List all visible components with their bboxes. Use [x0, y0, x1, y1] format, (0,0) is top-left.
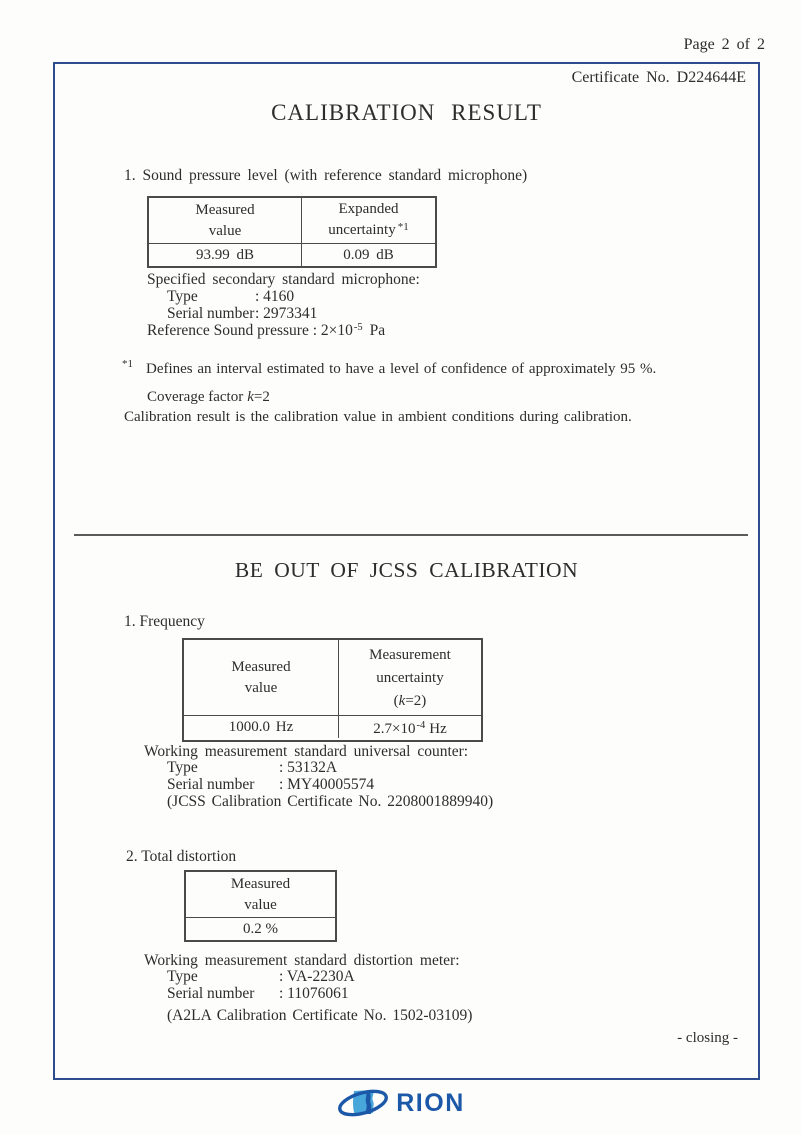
meter-serial-row	[167, 986, 355, 1002]
measured-header-line1: Measured	[195, 201, 255, 218]
frequency-measured-value-cell: 1000.0 Hz	[184, 716, 339, 738]
measurement-uncertainty-header-cell	[339, 640, 481, 715]
coverage-factor-line	[147, 389, 270, 406]
measurement-uncertainty-line3	[339, 690, 481, 713]
measurement-uncertainty-line2: uncertainty	[376, 670, 444, 686]
sound-pressure-table-header-row	[149, 198, 435, 243]
calibration-result-title: CALIBRATION RESULT	[271, 100, 542, 125]
distortion-table-header-row	[186, 872, 335, 917]
sound-pressure-table	[147, 196, 437, 268]
reference-pressure-exponent: -5	[353, 322, 363, 333]
type-label: Type	[167, 968, 198, 985]
counter-type-row	[167, 760, 374, 776]
rion-logo-text: RION	[396, 1088, 465, 1117]
distortion-table-value-row	[186, 917, 335, 940]
frequency-uncertainty-base: 2.7×10	[373, 721, 416, 737]
microphone-serial-row	[167, 306, 317, 322]
uncertainty-header-word: uncertainty	[328, 222, 396, 238]
coverage-factor-k: k	[247, 389, 254, 405]
certificate-frame	[53, 62, 760, 1080]
frequency-table	[182, 638, 483, 742]
section-divider-line	[74, 534, 748, 536]
frequency-table-header-row	[184, 640, 481, 715]
counter-spec-rows	[167, 760, 374, 793]
reference-sound-pressure-line	[147, 322, 385, 340]
serial-number-value: : 2973341	[255, 304, 318, 322]
reference-sound-pressure-label: Reference Sound pressure :	[147, 322, 321, 339]
counter-serial-row	[167, 777, 374, 793]
footnote-marker: *1	[122, 358, 133, 370]
serial-number-value: : MY40005574	[279, 775, 375, 793]
distortion-measured-header-cell	[186, 872, 335, 917]
reference-pressure-base: 2×10	[320, 322, 353, 339]
a2la-certificate-note: (A2LA Calibration Certificate No. 1502-03109)	[167, 1007, 473, 1024]
distortion-meter-spec-rows	[167, 969, 355, 1002]
type-label: Type	[167, 759, 198, 776]
frequency-measured-header-line1: Measured	[231, 658, 291, 675]
frequency-heading: 1. Frequency	[124, 613, 205, 630]
uncertainty-value-cell: 0.09 dB	[343, 247, 394, 263]
page-number: Page 2 of 2	[683, 36, 765, 53]
certificate-number: Certificate No. D224644E	[571, 69, 746, 86]
sound-pressure-table-value-row	[149, 243, 435, 266]
uncertainty-header-line2	[302, 220, 435, 242]
coverage-factor-value: =2	[253, 389, 270, 405]
distortion-measured-value-cell: 0.2 %	[243, 921, 278, 937]
k-close-paren: =2)	[405, 693, 427, 709]
type-value: : 53132A	[279, 759, 338, 776]
serial-number-value: : 11076061	[279, 984, 349, 1002]
expanded-uncertainty-header-cell	[302, 198, 435, 243]
serial-number-label: Serial number	[167, 984, 255, 1002]
uncertainty-k: k	[398, 693, 406, 709]
footnote-text: Defines an interval estimated to have a level of confidence of approximately 95 %.	[146, 361, 657, 377]
type-value: : VA-2230A	[279, 968, 355, 985]
measured-header-line2: value	[208, 222, 242, 239]
frequency-uncertainty-exponent: -4	[416, 720, 426, 731]
rion-logo	[0, 1084, 802, 1122]
distortion-measured-header-line1: Measured	[230, 875, 291, 892]
total-distortion-heading: 2. Total distortion	[126, 848, 237, 865]
distortion-meter-spec-intro: Working measurement standard distortion meter:	[144, 952, 460, 969]
microphone-type-row	[167, 289, 317, 305]
microphone-spec-rows	[167, 289, 317, 322]
reference-pressure-unit: Pa	[369, 322, 386, 339]
jcss-section-title: BE OUT OF JCSS CALIBRATION	[234, 558, 579, 582]
sound-pressure-heading: 1. Sound pressure level (with reference standard microphone)	[124, 167, 528, 184]
type-label: Type	[167, 288, 198, 305]
closing-label: - closing -	[677, 1030, 738, 1046]
footnote-reference-mark: *1	[397, 221, 409, 233]
measurement-uncertainty-line1: Measurement	[369, 647, 451, 663]
jcss-certificate-note: (JCSS Calibration Certificate No. 2208001889940)	[167, 793, 494, 810]
distortion-table	[184, 870, 337, 942]
type-value: : 4160	[255, 288, 295, 305]
uncertainty-header-line1: Expanded	[338, 201, 399, 217]
uncertainty-footnote	[122, 358, 657, 378]
microphone-spec-intro: Specified secondary standard microphone:	[147, 271, 420, 288]
serial-number-label: Serial number	[167, 775, 255, 793]
frequency-measured-header-cell	[184, 640, 339, 715]
frequency-uncertainty-unit: Hz	[429, 721, 447, 737]
frequency-table-value-row	[184, 715, 481, 740]
rion-logo-icon	[337, 1084, 391, 1122]
serial-number-label: Serial number	[167, 304, 255, 322]
ambient-conditions-note: Calibration result is the calibration value in ambient conditions during calibration.	[124, 409, 632, 425]
measured-value-cell: 93.99 dB	[149, 244, 302, 266]
frequency-measured-header-line2: value	[244, 679, 278, 696]
counter-spec-intro: Working measurement standard universal counter:	[144, 743, 469, 760]
measured-value-header-cell	[149, 198, 302, 243]
coverage-factor-label: Coverage factor	[147, 389, 244, 405]
frequency-uncertainty-value-cell	[339, 716, 481, 740]
k-open-paren: (	[393, 693, 399, 709]
distortion-measured-header-line2: value	[244, 896, 277, 913]
meter-type-row	[167, 969, 355, 985]
